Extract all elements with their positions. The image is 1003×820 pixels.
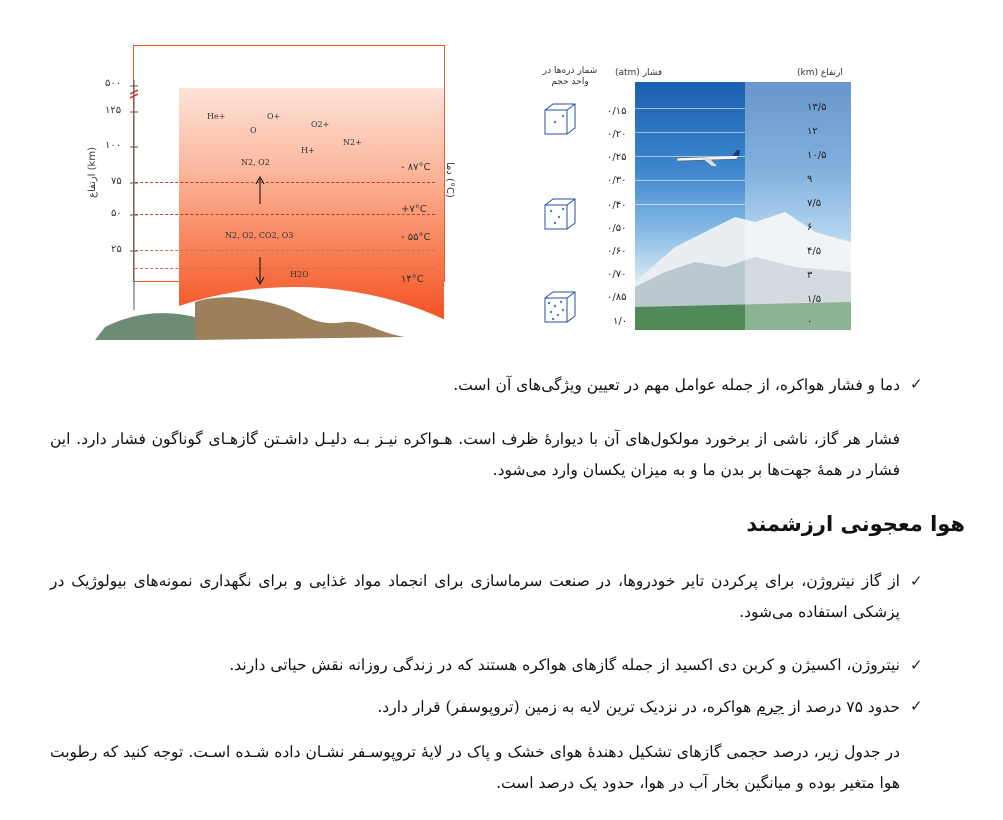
atmosphere-layers-figure bbox=[45, 40, 475, 340]
gas-label: N2, O2, CO2, O3 bbox=[225, 231, 294, 240]
pressure-altitude-figure bbox=[535, 62, 855, 342]
down-arrow-icon bbox=[255, 257, 265, 285]
altitude-tick: ۴/۵ bbox=[807, 246, 822, 257]
pressure-tick: ۰/۲۰ bbox=[607, 129, 627, 140]
check-icon: ✓ bbox=[910, 697, 923, 715]
altitude-header: ارتفاع (km) bbox=[797, 68, 843, 78]
check-icon: ✓ bbox=[910, 656, 923, 674]
layer-boundary-line bbox=[135, 182, 435, 183]
y-tick: ۷۵ bbox=[111, 176, 122, 187]
y-axis-label: ارتفاع (km) bbox=[87, 147, 98, 198]
gas-label: O+ bbox=[267, 112, 281, 121]
y-tick: ۵۰۰ bbox=[105, 78, 122, 89]
altitude-band bbox=[745, 82, 851, 330]
gas-label: H+ bbox=[301, 146, 315, 155]
pressure-tick: ۰/۶۰ bbox=[607, 246, 627, 257]
pressure-tick: ۰/۱۵ bbox=[607, 106, 627, 117]
grid-line bbox=[635, 180, 745, 181]
gas-label: N2, O2 bbox=[241, 158, 270, 167]
temperature-axis-label: دما (°C) bbox=[444, 162, 455, 198]
paragraph-table-intro: در جدول زیر، درصد حجمی گازهای تشکیل دهندهٔ هوای خشک و پاک در لایهٔ تروپوسـفر نشـان داده شـده اسـت. توجه کنید که رطوبت هوا متغیر بوده و میانگین بخار آب در هوا، حدود یک درصد است. bbox=[50, 743, 900, 792]
altitude-tick: ۳ bbox=[807, 270, 813, 281]
gas-label: O bbox=[250, 126, 257, 135]
altitude-tick: ۱/۵ bbox=[807, 294, 822, 305]
bullet-nitrogen-uses: از گاز نیتروژن، برای پرکردن تایر خودروها، در صنعت سرماسازی برای انجماد مواد غذایی و برای نگهداری نمونه‌های بیولوژیک در پزشکی استفاده می‌شود. bbox=[50, 572, 900, 621]
check-icon: ✓ bbox=[910, 572, 923, 590]
particle-cube-sparse bbox=[543, 102, 577, 136]
altitude-tick: ۶ bbox=[807, 222, 813, 233]
paragraph-temperature-pressure: دما و فشار هواکره، از جمله عوامل مهم در تعیین ویژگی‌های آن است. bbox=[453, 376, 900, 394]
pressure-tick: ۱/۰ bbox=[613, 316, 628, 327]
gas-label: N2+ bbox=[343, 138, 362, 147]
paragraph-gas-pressure: فشار هر گاز، ناشی از برخورد مولکول‌های آن با دیوارهٔ ظرف است. هـواکره نیـز بـه دلیـل داشـتن گازهـای گوناگون فشار دارد. این فشار در همهٔ جهت‌ها بر بدن ما و به میزان یکسان وارد می‌شود. bbox=[50, 430, 900, 479]
up-arrow-icon bbox=[255, 176, 265, 204]
pressure-tick: ۰/۲۵ bbox=[607, 152, 627, 163]
gas-label: O2+ bbox=[311, 120, 330, 129]
bullet-vital-gases: نیتروژن، اکسیژن و کربن دی اکسید از جمله گازهای هواکره هستند که در زندگی روزانه نقش حیاتی دارند. bbox=[229, 656, 900, 674]
pressure-tick: ۰/۵۰ bbox=[607, 223, 627, 234]
altitude-tick: ۹ bbox=[807, 174, 813, 185]
layer-boundary-line bbox=[135, 214, 435, 215]
altitude-tick: ۱۳/۵ bbox=[807, 102, 827, 113]
bullet-troposphere-mass bbox=[50, 692, 900, 723]
y-tick: ۱۰۰ bbox=[105, 140, 122, 151]
particle-count-header: شمار ذره‌ها در واحد حجم bbox=[542, 66, 598, 87]
temperature-label: - ۸۷°C bbox=[401, 162, 431, 173]
layer-boundary-line bbox=[135, 250, 435, 251]
gas-label: He+ bbox=[207, 112, 226, 121]
altitude-tick: ۷/۵ bbox=[807, 198, 822, 209]
gas-label: H2O bbox=[290, 270, 309, 279]
pressure-tick: ۰/۸۵ bbox=[607, 292, 627, 303]
grid-line bbox=[635, 204, 745, 205]
section-heading: هوا معجونی ارزشمند bbox=[746, 512, 965, 536]
y-tick: ۱۲۵ bbox=[105, 105, 122, 116]
pressure-tick: ۰/۳۰ bbox=[607, 175, 627, 186]
altitude-tick: ۰ bbox=[807, 316, 813, 327]
bullet-text-part: هواکره، در نزدیک ترین لایه به زمین (تروپوسفر) قرار دارد. bbox=[377, 698, 757, 716]
y-tick: ۲۵ bbox=[111, 244, 122, 255]
altitude-tick: ۱۰/۵ bbox=[807, 150, 827, 161]
grid-line bbox=[635, 132, 745, 133]
underlined-word: جرم bbox=[756, 698, 785, 716]
bullet-text-part: حدود ۷۵ درصد از bbox=[784, 698, 900, 716]
temperature-label: - ۵۵°C bbox=[401, 232, 431, 243]
y-tick: ۵۰ bbox=[111, 208, 122, 219]
altitude-tick: ۱۲ bbox=[807, 126, 818, 137]
pressure-tick: ۰/۴۰ bbox=[607, 200, 627, 211]
y-axis-line bbox=[130, 80, 138, 310]
particle-cube-dense bbox=[543, 290, 577, 324]
grid-line bbox=[635, 156, 745, 157]
layer-boundary-line bbox=[135, 268, 435, 269]
temperature-label: ۱۴°C bbox=[401, 274, 424, 285]
particle-cube-medium bbox=[543, 197, 577, 231]
pressure-header: فشار (atm) bbox=[615, 68, 663, 78]
temperature-label: +۷°C bbox=[401, 204, 427, 215]
earth-image bbox=[45, 282, 475, 340]
pressure-tick: ۰/۷۰ bbox=[607, 269, 627, 280]
grid-line bbox=[635, 108, 745, 109]
check-icon: ✓ bbox=[910, 375, 923, 393]
